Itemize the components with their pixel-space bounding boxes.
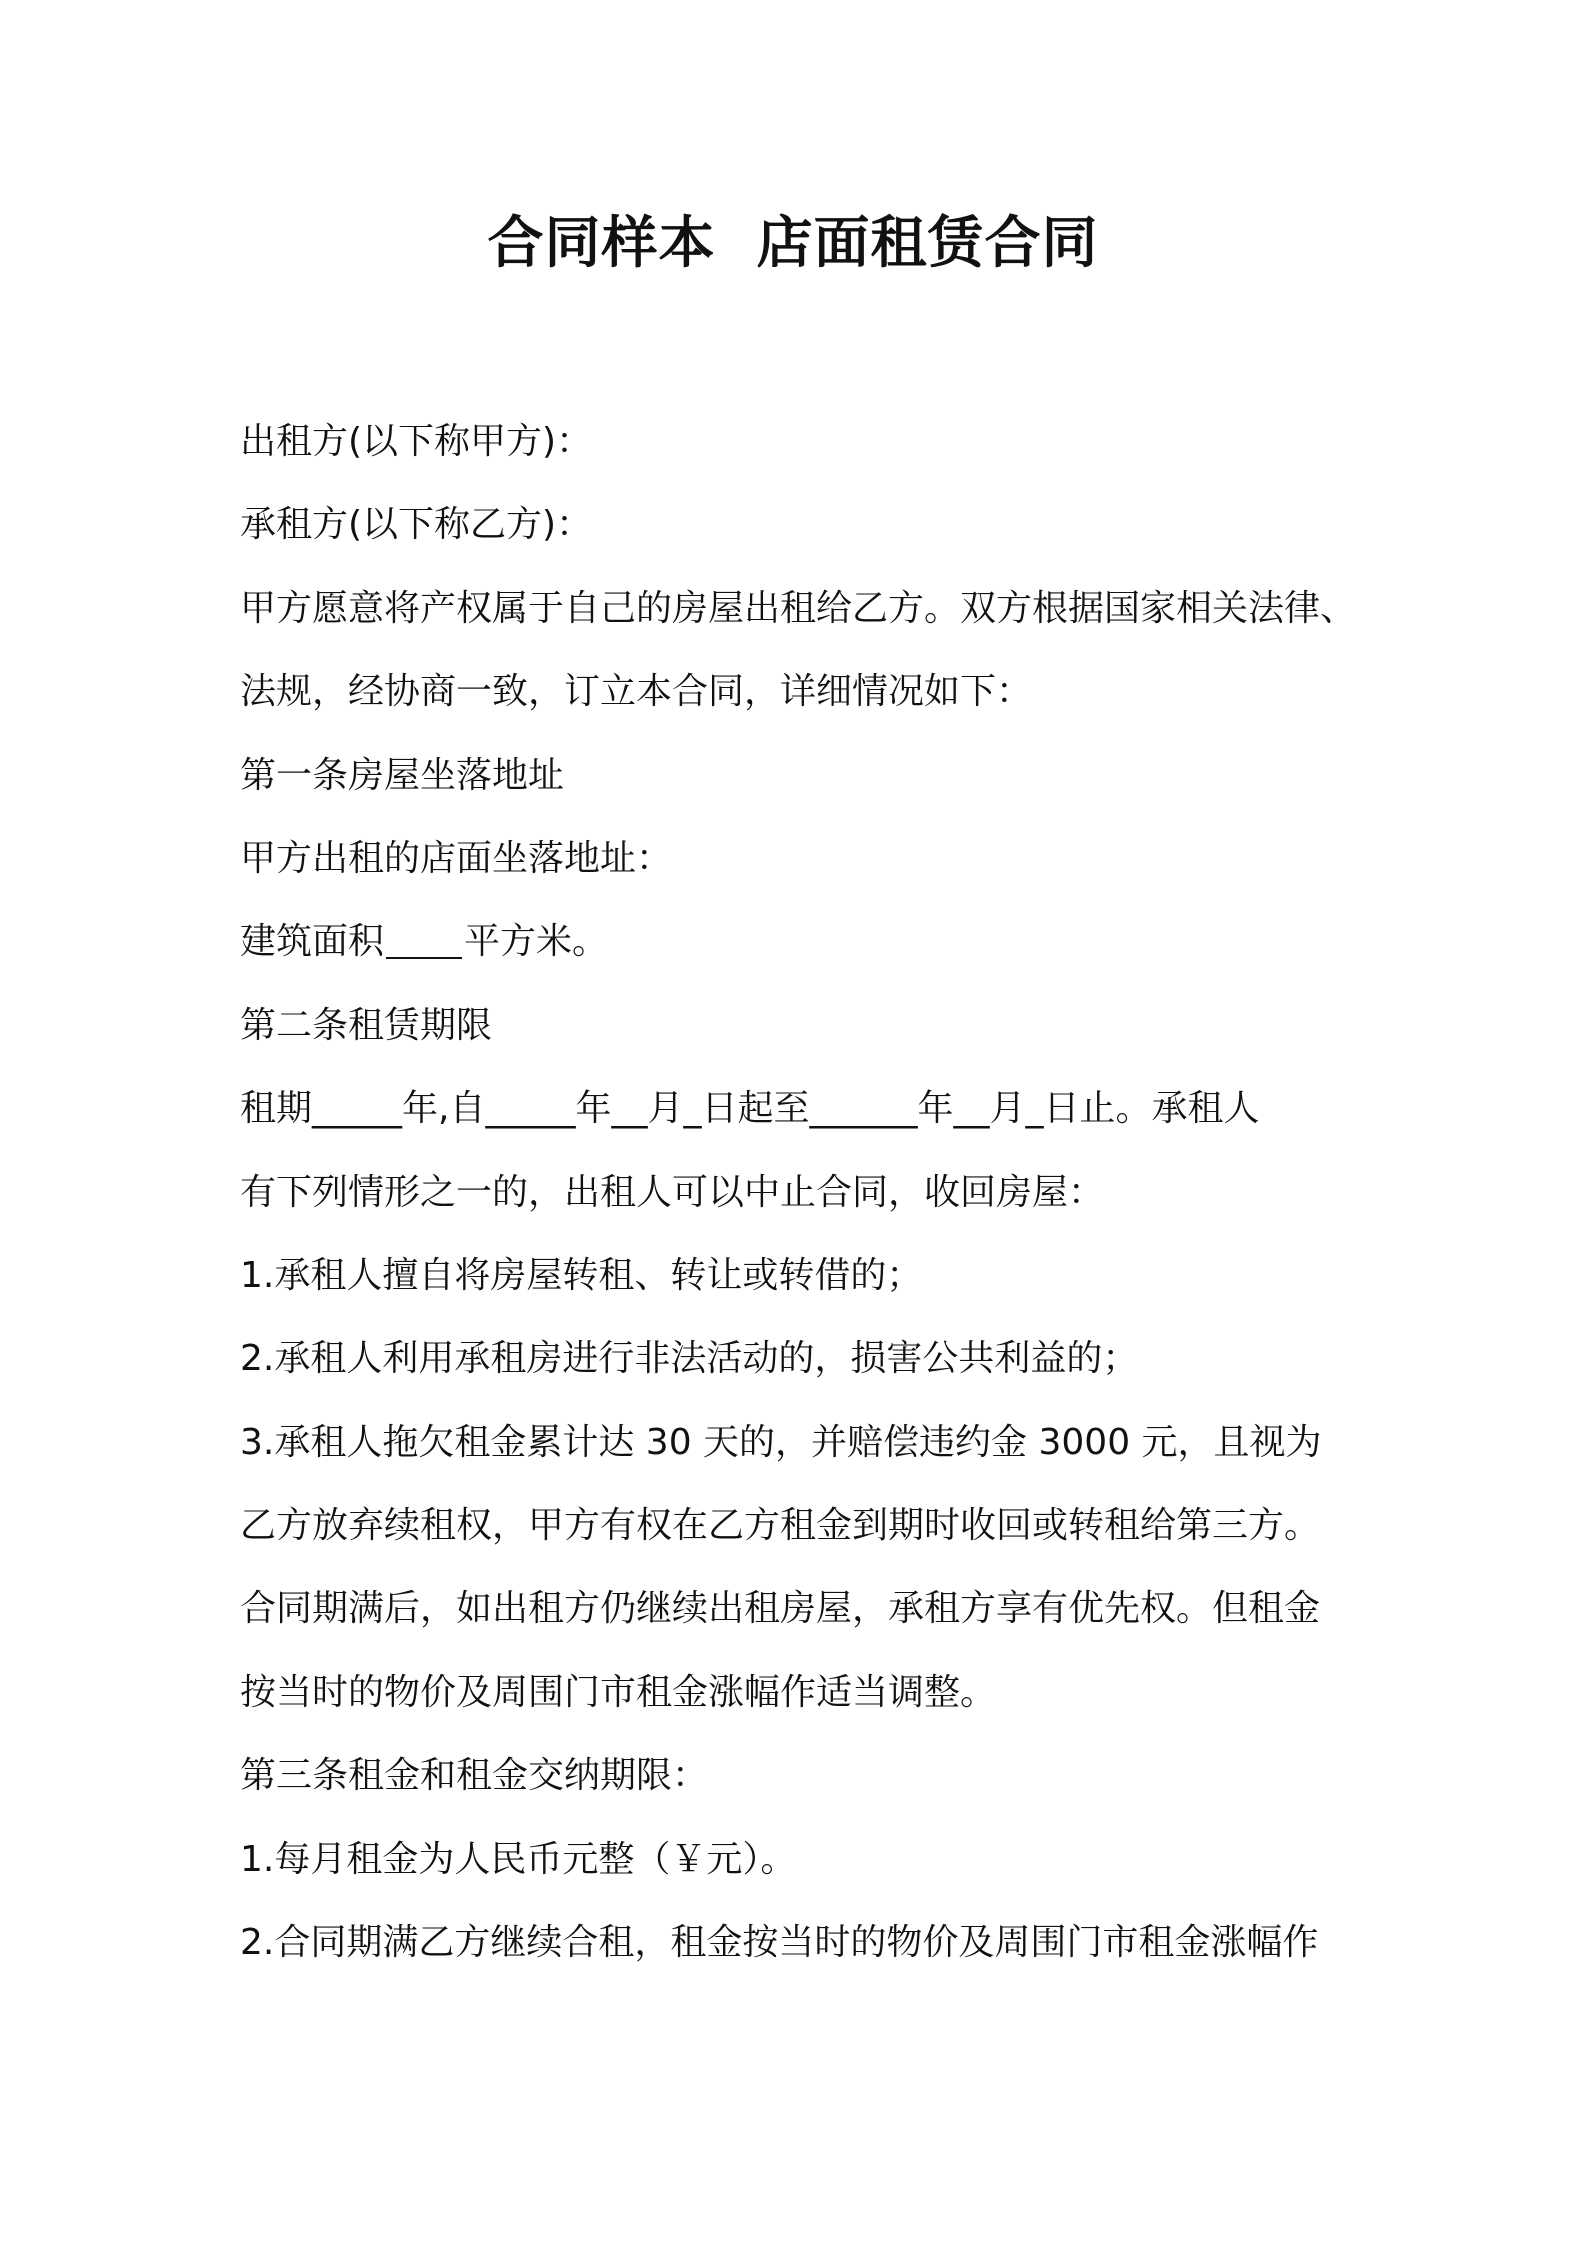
- area-suffix: 平方米。: [464, 921, 609, 963]
- text-line-renewal-2: 按当时的物价及周围门市租金涨幅作适当调整。: [240, 1671, 997, 1713]
- section-heading-article-3: 第三条租金和租金交纳期限：: [240, 1755, 709, 1797]
- text-line-clause-1: 1.承租人擅自将房屋转租、转让或转借的；: [240, 1254, 923, 1296]
- document-body: [240, 400, 1400, 1984]
- section-heading-article-1: 第一条房屋坐落地址: [240, 754, 565, 796]
- document-title: 合同样本 店面租赁合同: [487, 211, 1099, 276]
- text-line-area: [240, 900, 1400, 983]
- text-line-rent-2: 2.合同期满乙方继续合租，租金按当时的物价及周围门市租金涨幅作: [240, 1922, 1319, 1964]
- text-line-lessee: 承租方(以下称乙方)：: [240, 504, 593, 546]
- text-line-clause-3b: 乙方放弃续租权，甲方有权在乙方租金到期时收回或转租给第三方。: [240, 1505, 1321, 1547]
- text-line-term-2: 有下列情形之一的，出租人可以中止合同，收回房屋：: [240, 1171, 1105, 1213]
- text-line-renewal-1: 合同期满后，如出租方仍继续出租房屋，承租方享有优先权。但租金: [240, 1588, 1321, 1630]
- section-heading-article-2: 第二条租赁期限: [240, 1004, 493, 1046]
- text-line-clause-3a: 3.承租人拖欠租金累计达 30 天的，并赔偿违约金 3000 元，且视为: [240, 1421, 1322, 1463]
- text-line-clause-2: 2.承租人利用承租房进行非法活动的，损害公共利益的；: [240, 1338, 1139, 1380]
- text-line-lessor: 出租方(以下称甲方)：: [240, 421, 593, 462]
- text-line-address: 甲方出租的店面坐落地址：: [240, 837, 673, 879]
- text-line-rent-1: 1.每月租金为人民币元整（￥元）。: [240, 1838, 797, 1880]
- text-line-preamble-2: 法规，经协商一致，订立本合同，详细情况如下：: [240, 671, 1033, 713]
- text-line-preamble-1: 甲方愿意将产权属于自己的房屋出租给乙方。双方根据国家相关法律、: [240, 587, 1357, 629]
- area-blank: [386, 956, 462, 959]
- area-prefix: 建筑面积: [240, 921, 385, 963]
- text-line-term-1: 租期_____年,自_____年__月_日起至______年__月_日止。承租人: [240, 1088, 1260, 1130]
